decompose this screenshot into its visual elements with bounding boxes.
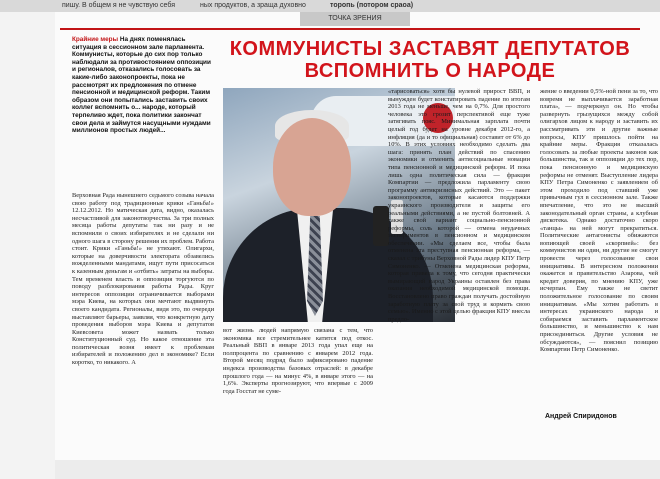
column-3: жение о введении 0,5%-ной пени за то, что вовремя не выплачивается заработная плата», — подчеркнул он. Но чтобы развернуть грызущихся между собой олигархов лицом к народу и заставить их рассматривать эти и другие важные вопросы, КПУ пришлось пойти на крайние меры. Фракция отказалась голосовать за любые проекты законов как большинства, так и оппозиции до тех пор, пока пенсионную и медицинскую реформы не отменят. Выступление лидера КПУ Петра Симоненко с заявлением об этом проходило под ставший уже привычным гул в сессионном зале. Также впечатление, что это не высший законодательный орган страны, а клубная дискотека. Однако достаточно скоро «танцы» на ней могут прекратиться. Политические антагонисты обижаются вопиющей своей «скорпией»: без коммунистов ни один, ни другие не смогут провести через голосование свои инициативы. В интересном положении окажется и правительство Азарова, чей кредит доверия, по мнению КПУ, уже исчерпан. Ему также не светит положительное голосование по своим инициативам. «Мы хотим работать в интересах украинского народа и собираемся заставить парламентское большинство, и меньшинство к нам присоединиться. Другие условия не обсуждаются», — пояснил позицию Компартии Петр Симоненко. — [540, 88, 658, 354]
page-top-strip — [0, 0, 660, 12]
column-under-photo: вот жизнь людей напрямую связана с тем, что экономика все стремительнее катится под откос. Реальный ВВП в январе 2013 года упал еще на полпроцента по сравнению с январем 2012 года. Второй месяц подряд было зафиксировано падение индекса производства базовых отраслей: в декабре прошлого года — на минус 4%, в январе этого — на 1,6%. Эксперты прогнозируют, что впервые с 2009 года Госстат не суме- — [223, 327, 373, 395]
column-1: Верховная Рада нынешнего седьмого созыва начала свою работу под традиционные крики «Ганьба!» 12.12.2012. Но матическая дата, видно, оказалась несчастливой для законотворчества. За три полных месяца работы депутаты так ни разу и не вспомнили о своих избирателях и не сделали ни одного шага в сторону решения их проблем. Работа стоит. Крики «Ганьба!» не утихают. Олигархи, которые на доверчивости электората обзавелись вожделенными мандатами, ищут пути присосаться к казенным деньгам и «отбить» затраты на выборы. Тем временем власть и оппозиция торгуются по поводу разблокирования работы Рады. Круг интересов оппозиции ограничивается выборами мэра Киева, на которых они мечтают выдвинуть своего кандидата. Регионалы, видя это, по очереди выставляют барьеры, заявляя, что конкретную дату проведения выборов мэра Киева и депутатов Киевсовета может назвать только Конституционный суд. Но какое отношение эта политическая возня имеет к проблемам избирателей и положению дел в экономике? Если коротко, то никакого. А — [72, 192, 214, 367]
photo-microphone — [373, 206, 389, 246]
column-2: «тарисоваться» хотя бы нулевой прирост ВВП, и вынужден будет констатировать падение по итогам 2013 года не меньше, чем на 0,7%. Для простого человека это грозит перспективой еще туже затягивать пояс. Минимальная зарплата почти целый год будет на уровне декабря 2012-го, а инфляция (да и то официальная) составит от 6% до 10%. В этих условиях необходимо сделать два шага: принять план действий по спасению экономики и отменить антисоциальные новации типа пенсионной и медицинской реформ. И пока лишь одна политическая сила — фракция Компартии — предложила парламенту свою программу антикризисных действий. Это — пакет законопроектов, которые касаются поддержки украинского производителя и защиты его реальными действиями, а не пустой болтовней. А также свой вариант социально-пенсионной реформы, соль которой — отмена неудачных экспериментов в пенсионном и медицинском обеспечении. «Мы сделаем все, чтобы была отменена эта преступная пенсионная реформа, — сказал с трибуны Верховной Рады лидер КПУ Петр Симоненко. — Отменена медицинская реформа, которая привела к тому, что сегодня практически вымирающий народ Украины оставлен без права оказания необходимой медицинской помощи. Восстановлено право граждан получать достойную заработную плату за свой труд и кормить свою семью». Именно с этой целью фракция КПУ внесла предло- — [388, 88, 530, 323]
top-text-right: торопь (потором сраоа) — [330, 2, 414, 9]
photo-face — [273, 118, 351, 216]
top-text-left: пишу. В общем я не чувствую себя — [62, 2, 176, 9]
lead-kicker: Крайние меры — [72, 36, 119, 43]
section-tab: ТОЧКА ЗРЕНИЯ — [300, 12, 410, 26]
lead-text: На днях поменялась ситуация в сессионном зале парламента. Коммунисты, которые до сих пор только наблюдали за противостоянием оппозиции и регионалов, отказались голосовать за какие-либо законопроекты, пока не рассмотрят их предложения по отмене пенсионной и медицинской реформ. Таким образом они попытались заставить своих коллег вспомнить о... народе, который терпеливо ждет, пока политики закончат свои дела и займутся насущными нуждами миллионов простых людей... — [72, 36, 211, 135]
top-text-mid: ных продуктов, а зраща духовно — [200, 2, 306, 9]
article-headline: КОММУНИСТЫ ЗАСТАВЯТ ДЕПУТАТОВ ВСПОМНИТЬ О НАРОДЕ — [229, 38, 631, 82]
left-margin — [0, 12, 55, 479]
page-bottom-strip — [55, 460, 660, 479]
header-rule — [60, 28, 640, 30]
lead-paragraph — [72, 36, 212, 186]
author-signature: Андрей Спиридонов — [545, 413, 617, 420]
